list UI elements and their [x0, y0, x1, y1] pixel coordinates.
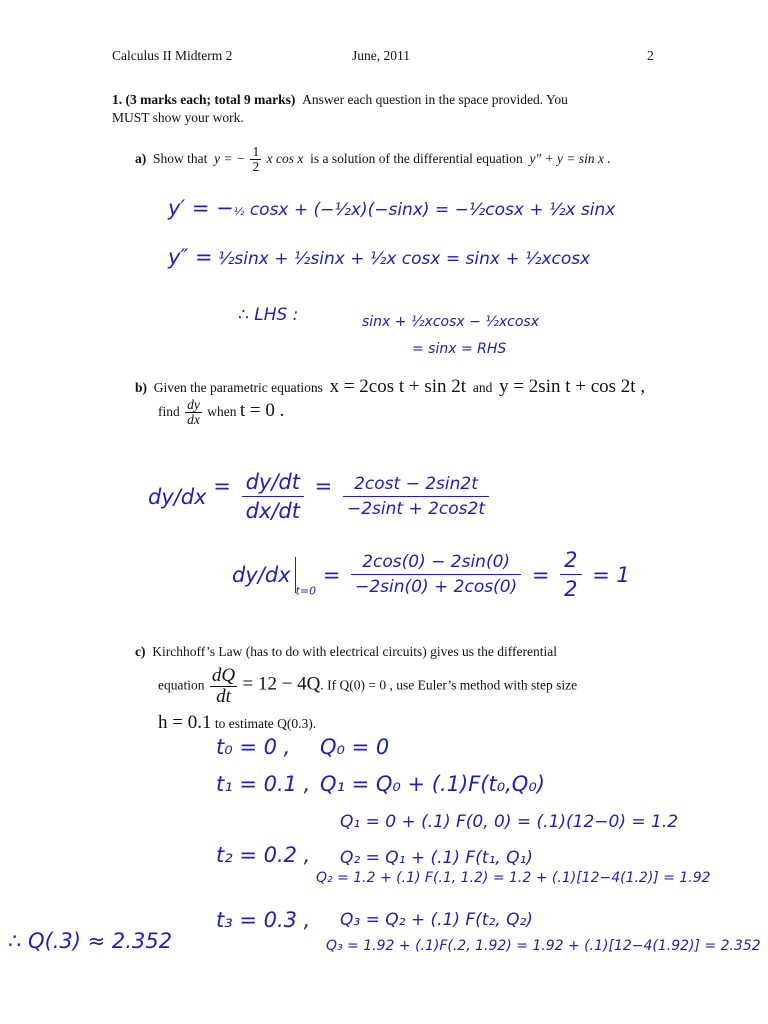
part-a-therefore-lhs: ∴ LHS :: [238, 305, 299, 325]
part-a-differential-equation: y″ + y = sin x .: [529, 150, 611, 166]
part-a-prompt: [135, 145, 611, 174]
part-c-prompt-line1: c) Kirchhoff’s Law (has to do with electrical circuits) gives us the differential: [135, 644, 557, 659]
question-marks: 1. (3 marks each; total 9 marks): [112, 92, 296, 107]
part-b-and: and: [472, 380, 493, 395]
part-c-t0: t₀ = 0 ,: [216, 735, 291, 759]
part-a-work-line2: y″ = ½sinx + ½sinx + ½x cosx = sinx + ½xcosx: [168, 245, 591, 269]
question-instructions-1: Answer each question in the space provided. You: [302, 92, 568, 107]
part-b-x-equation: x = 2cos t + sin 2t: [329, 376, 467, 397]
part-b-label: b): [135, 380, 148, 395]
part-c-q3-value: Q₃ = 1.92 + (.1)F(.2, 1.92) = 1.92 + (.1)[12−4(1.92)] = 2.352: [326, 938, 761, 954]
part-c-dqdt-fraction: $\frac{dQ}{dt}$: [211, 665, 236, 707]
part-c-t2: t₂ = 0.2 ,: [216, 843, 311, 867]
part-a-work-line1: y′ = −½ cosx + (−½x)(−sinx) = −½cosx + ½x sinx: [168, 196, 616, 220]
part-b-work-line2: $dy/dx_{t=0}$ = $\frac{2\cos(0) - 2\sin(0)}{-2\sin(0) + 2\cos(0)}$ = $\frac{2}{2}$ = 1: [232, 548, 630, 601]
part-c-t1: t₁ = 0.1 ,: [216, 772, 311, 796]
part-c-t3: t₃ = 0.3 ,: [216, 908, 311, 932]
header-page-number: 2: [647, 48, 654, 63]
part-a-y-equals: y = −: [214, 150, 246, 166]
part-c-q2-value: Q₂ = 1.2 + (.1) F(.1, 1.2) = 1.2 + (.1)[12−4(1.2)] = 1.92: [316, 870, 711, 886]
part-c-final-answer: ∴ Q(.3) ≈ 2.352: [8, 929, 173, 953]
part-c-prompt-line2: equation $\frac{dQ}{dt}$ = 12 − 4Q. If Q(0) = 0 , use Euler’s method with step size: [158, 665, 578, 707]
part-a-lhs-line1: sinx + ½xcosx − ½xcosx: [362, 314, 539, 330]
part-a-half-fraction: $\frac{1}{2}$: [252, 144, 260, 175]
part-c-q0: Q₀ = 0: [320, 735, 390, 759]
part-b-prompt-start: Given the parametric equations: [153, 380, 323, 395]
part-c-q3: Q₃ = Q₂ + (.1) F(t₂, Q₂): [340, 910, 533, 930]
question-heading: [112, 92, 568, 108]
part-c-q1: Q₁ = Q₀ + (.1)F(t₀,Q₀): [320, 772, 545, 796]
part-a-prompt-end: is a solution of the differential equation: [310, 150, 523, 166]
part-b-dydx-fraction: $\frac{dy}{dx}$: [187, 397, 200, 428]
part-a-prompt-start: Show that: [153, 150, 208, 166]
part-c-q2: Q₂ = Q₁ + (.1) F(t₁, Q₁): [340, 848, 533, 868]
header-date: June, 2011: [352, 48, 410, 63]
part-c-prompt-line3: h = 0.1 to estimate Q(0.3).: [158, 712, 317, 733]
part-a-expression: x cos x: [266, 150, 304, 166]
part-b-prompt: [135, 376, 645, 398]
part-a-label: a): [135, 150, 147, 166]
part-c-q1-value: Q₁ = 0 + (.1) F(0, 0) = (.1)(12−0) = 1.2: [340, 812, 679, 832]
part-b-work-line1: dy/dx = $\frac{dy/dt}{dx/dt}$ = $\frac{2\cos t - 2\sin 2t}{-2\sin t + 2\cos 2t}$: [148, 470, 493, 523]
header-course: Calculus II Midterm 2: [112, 48, 233, 63]
part-b-y-equation: y = 2sin t + cos 2t ,: [499, 376, 646, 397]
part-b-find: find $\frac{dy}{dx}$ when t = 0 .: [158, 397, 285, 428]
question-instructions-2: MUST show your work.: [112, 110, 244, 125]
part-a-lhs-line2: = sinx = RHS: [412, 341, 507, 357]
part-c-label: c): [135, 644, 146, 659]
